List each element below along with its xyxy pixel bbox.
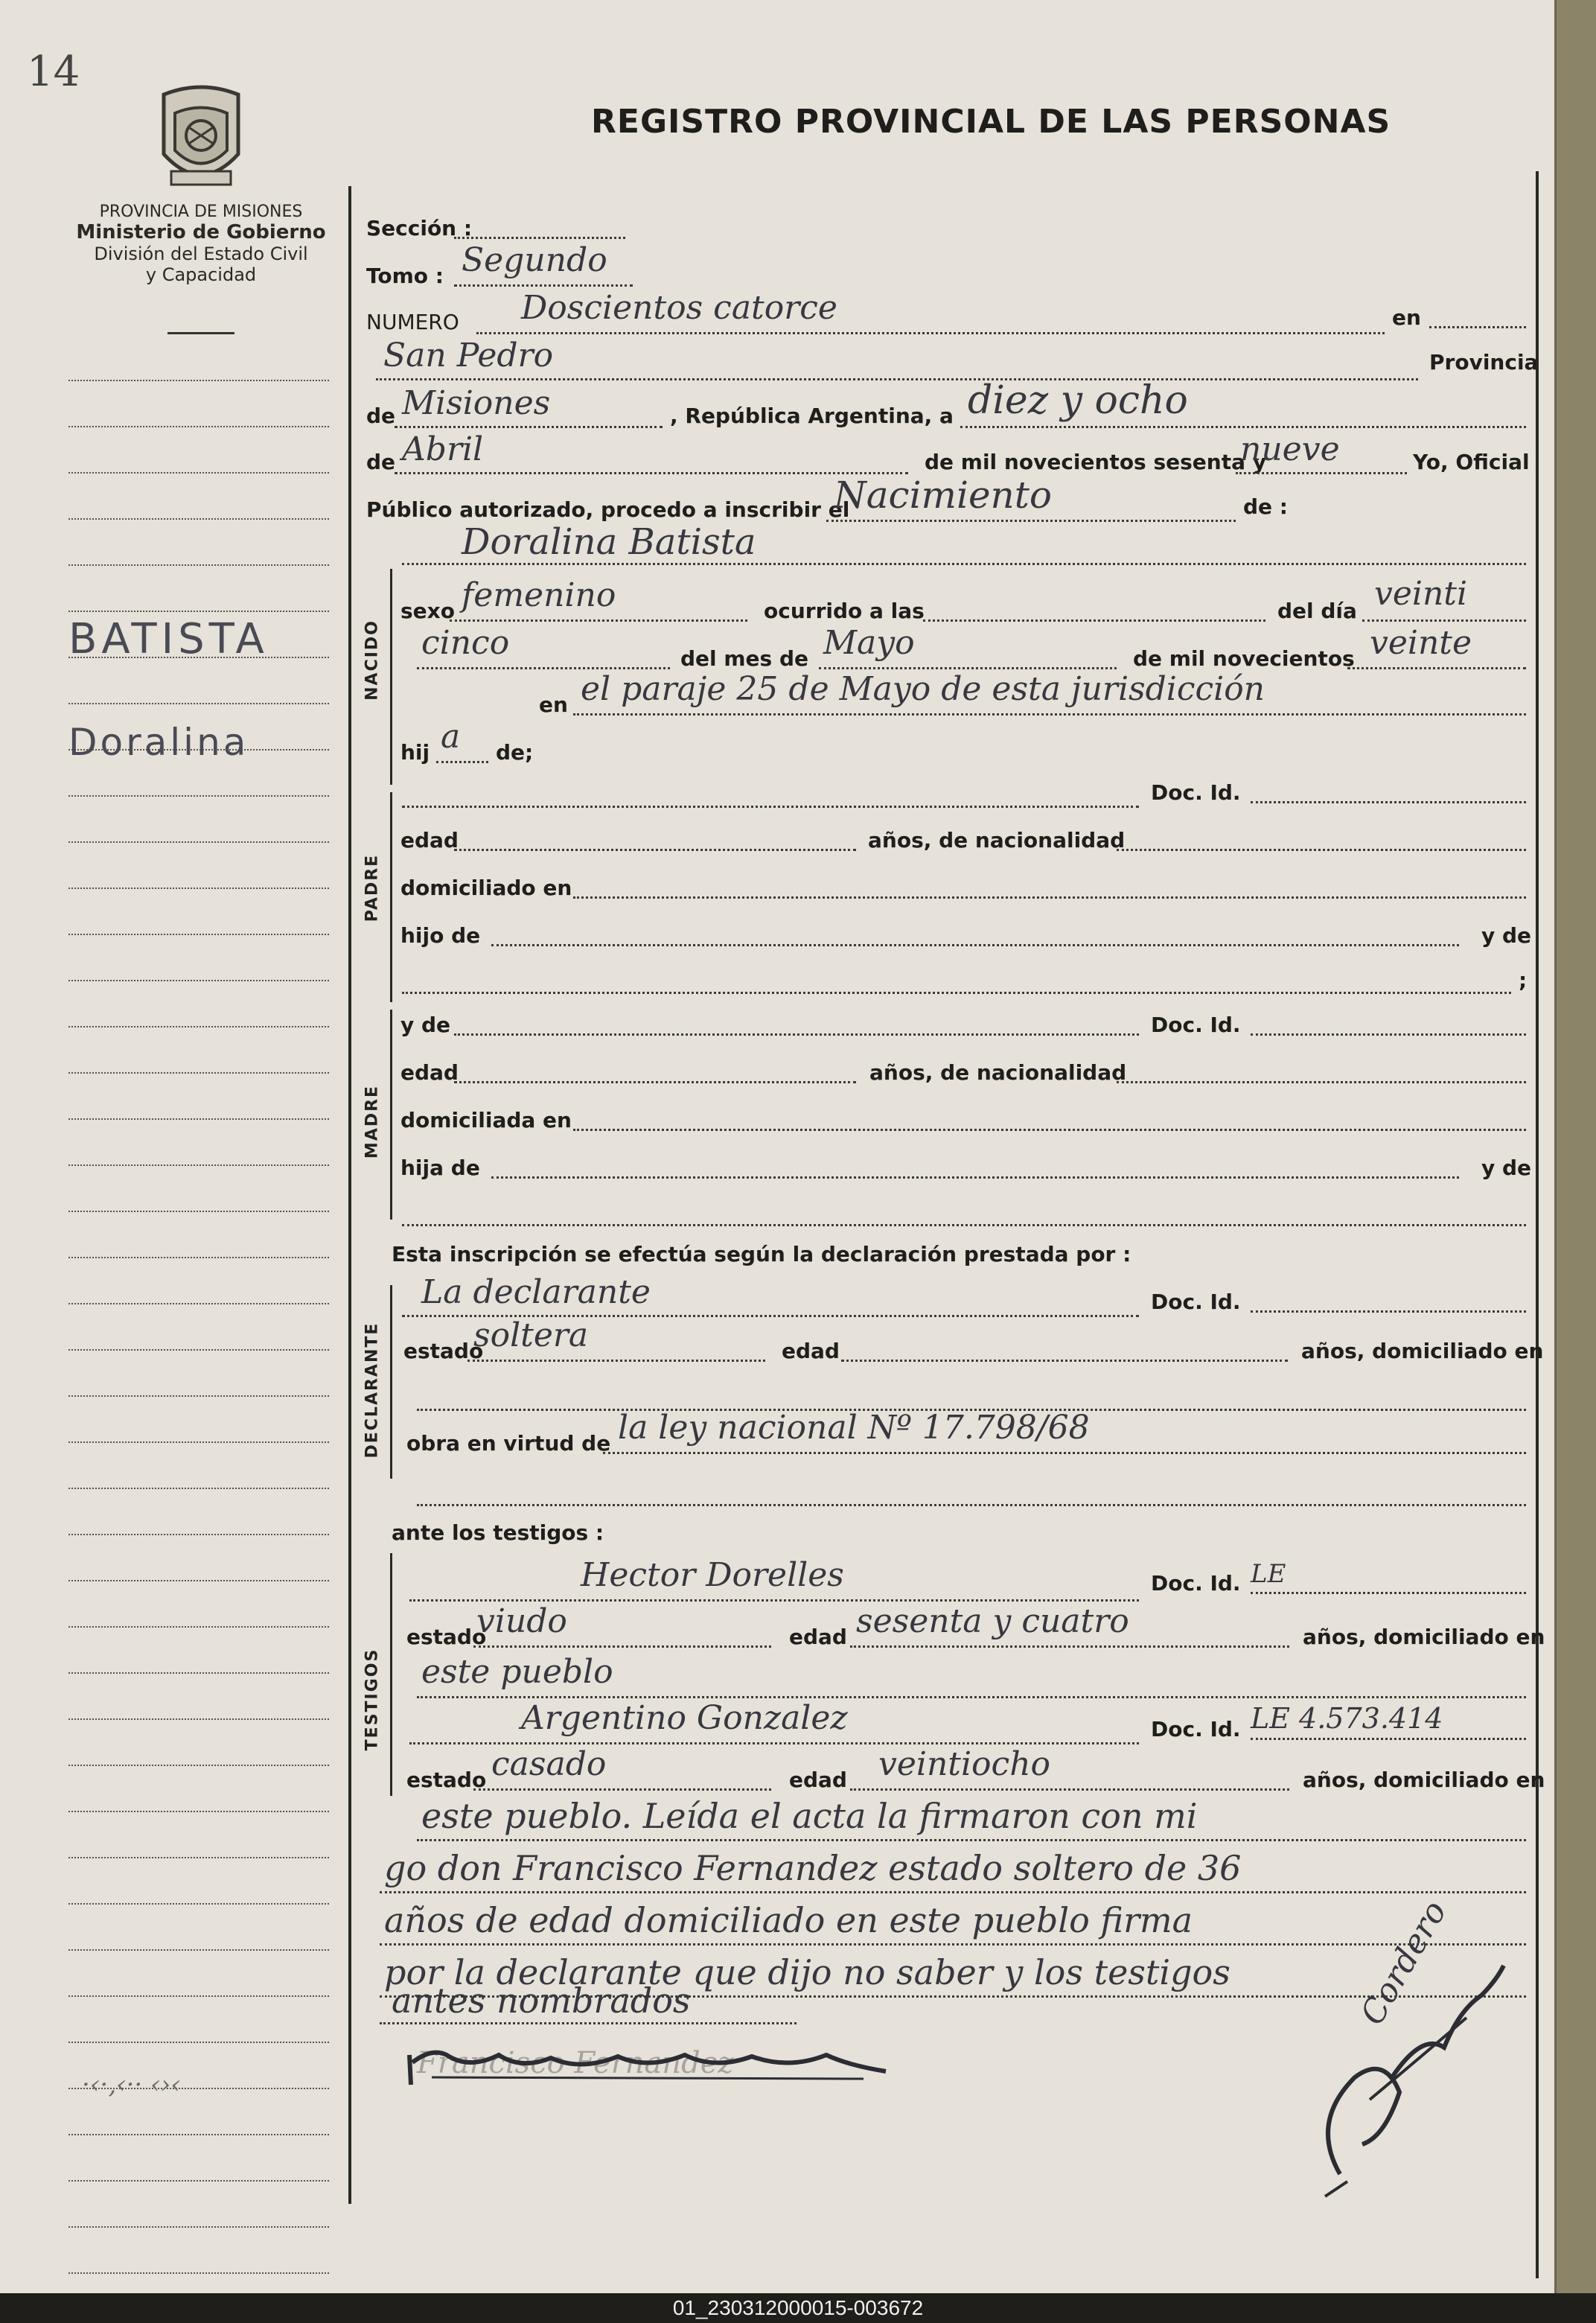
- madre-nombre-line: [454, 1033, 1139, 1036]
- field-sexo: femenino: [462, 576, 616, 614]
- label-madre-domicilio: domiciliada en: [400, 1108, 572, 1132]
- testigo2-line: [409, 1742, 1139, 1744]
- madre-hija-de-line: [491, 1176, 1459, 1179]
- obra-continuacion-line: [417, 1504, 1526, 1506]
- label-testigo1-edad: edad: [789, 1625, 847, 1649]
- field-fecha-mes: Abril: [402, 430, 484, 468]
- padre-nacionalidad-line: [1117, 849, 1526, 851]
- label-padre-edad: edad: [400, 828, 459, 853]
- field-hij-suffix: a: [441, 718, 461, 756]
- margin-ruled-line: [68, 2134, 329, 2135]
- label-de-1: de: [366, 404, 396, 428]
- main-right-border: [1536, 171, 1539, 2278]
- declarante-edad-line: [841, 1360, 1288, 1362]
- margin-ruled-line: [68, 1118, 329, 1120]
- madre-bracket: [390, 1010, 392, 1220]
- label-publico: Público autorizado, procedo a inscribir el: [366, 497, 850, 522]
- field-cierre-1: este pueblo. Leída el acta la firmaron con mi: [421, 1796, 1198, 1836]
- signature-oficial-name: Cordero: [1353, 1894, 1455, 2032]
- margin-ruled-line: [68, 795, 329, 797]
- testigo2-estado-line: [473, 1788, 771, 1791]
- madre-domicilio-line: [573, 1129, 1526, 1131]
- label-testigo2-estado: estado: [406, 1768, 487, 1792]
- field-cierre-5: antes nombrados: [392, 1981, 691, 2021]
- seccion-line: [454, 237, 625, 239]
- declarante-bracket: [390, 1285, 392, 1479]
- field-acto: Nacimiento: [834, 474, 1052, 517]
- testigo1-estado-line: [473, 1645, 771, 1648]
- margin-ruled-line: [68, 1395, 329, 1397]
- margin-given-name: Doralina: [68, 721, 249, 764]
- label-testigo1-estado: estado: [406, 1625, 487, 1649]
- margin-ruled-line: [68, 1949, 329, 1951]
- nombre-line: [402, 563, 1526, 565]
- field-testigo2-edad: veintiocho: [878, 1745, 1051, 1783]
- ministry-line-ministry: Ministerio de Gobierno: [76, 221, 326, 243]
- margin-scribble: ·‹·‚‹·· ‹›‹: [82, 2070, 181, 2100]
- section-label-testigos: TESTIGOS: [363, 1648, 382, 1751]
- testigo1-edad-line: [850, 1645, 1289, 1648]
- margin-ruled-line: [68, 1811, 329, 1812]
- field-localidad: San Pedro: [383, 337, 554, 375]
- margin-ruled-line: [68, 518, 329, 520]
- section-label-declarante: DECLARANTE: [363, 1322, 382, 1459]
- label-testigo2-doc-id: Doc. Id.: [1151, 1717, 1241, 1742]
- label-padre-hijo-de: hijo de: [400, 923, 481, 948]
- fecha-anio-line: [1236, 472, 1407, 474]
- sexo-line: [450, 619, 747, 622]
- label-madre-nacionalidad: años, de nacionalidad: [869, 1060, 1127, 1085]
- book-spine: [1554, 0, 1596, 2293]
- field-nombre: Doralina Batista: [462, 521, 756, 563]
- padre-doc-line: [1251, 801, 1526, 803]
- numero-line: [476, 332, 1385, 334]
- localidad-line: [376, 378, 1418, 380]
- field-lugar: el paraje 25 de Mayo de esta jurisdicción: [581, 670, 1265, 708]
- label-sexo: sexo: [400, 599, 455, 623]
- padre-abuela-line: [402, 992, 1511, 994]
- margin-ruled-line: [68, 841, 329, 843]
- dia-b-line: [417, 667, 670, 669]
- nacido-bracket: [390, 569, 392, 785]
- ministry-line-province: PROVINCIA DE MISIONES: [99, 203, 303, 221]
- signature-left-name: Francisco Fernandez: [417, 2046, 734, 2080]
- label-yo-oficial: Yo, Oficial: [1413, 450, 1530, 474]
- margin-ruled-line: [68, 1026, 329, 1027]
- fecha-dia-line: [960, 426, 1526, 428]
- field-obra-virtud: la ley nacional Nº 17.798/68: [618, 1409, 1090, 1447]
- label-hij: hij: [400, 740, 430, 765]
- hij-line: [436, 761, 488, 763]
- dia-line: [1362, 619, 1526, 622]
- anio-line: [1347, 667, 1526, 669]
- label-padre-domicilio: domiciliado en: [400, 876, 572, 900]
- madre-abuela-line: [402, 1224, 1526, 1226]
- label-testigo1-anos-domiciliado: años, domiciliado en: [1303, 1625, 1545, 1649]
- field-dia-b: cinco: [421, 624, 510, 662]
- margin-ruled-line: [68, 1672, 329, 1674]
- ministry-divider: [167, 332, 234, 334]
- margin-ruled-line: [68, 1349, 329, 1351]
- field-fecha-anio: nueve: [1240, 430, 1340, 468]
- label-de-2: de: [366, 450, 396, 474]
- margin-ruled-line: [68, 2042, 329, 2043]
- lugar-line: [573, 713, 1526, 716]
- madre-nacionalidad-line: [1117, 1081, 1526, 1083]
- acto-line: [826, 520, 1236, 522]
- field-fecha-dia: diez y ocho: [968, 378, 1188, 423]
- margin-ruled-line: [68, 1995, 329, 1997]
- provincia-line: [395, 426, 663, 428]
- main-left-border: [348, 186, 351, 2204]
- provincial-seal: [149, 83, 253, 195]
- field-cierre-4: por la declarante que dijo no saber y los testigos: [384, 1952, 1230, 1992]
- cierre-line-1: [417, 1839, 1526, 1841]
- label-semicolon: ;: [1519, 968, 1528, 992]
- madre-doc-line: [1251, 1033, 1526, 1036]
- margin-ruled-line: [68, 1441, 329, 1443]
- section-label-padre: PADRE: [363, 853, 382, 922]
- label-numero: NUMERO: [366, 310, 459, 334]
- margin-ruled-line: [68, 1626, 329, 1628]
- testigo1-line: [409, 1599, 1139, 1602]
- field-tomo: Segundo: [462, 241, 607, 279]
- label-ocurrido: ocurrido a las: [764, 599, 925, 623]
- margin-ruled-line: [68, 703, 329, 704]
- label-republica: , República Argentina, a: [670, 404, 954, 428]
- label-de-mil-sesenta: de mil novecientos sesenta y: [925, 450, 1266, 474]
- fecha-mes-line: [395, 472, 908, 474]
- tomo-line: [454, 284, 633, 287]
- page-title: REGISTRO PROVINCIAL DE LAS PERSONAS: [591, 103, 1391, 141]
- padre-hijo-de-line: [491, 944, 1459, 946]
- madre-edad-line: [454, 1081, 856, 1083]
- field-testigo2-estado: casado: [491, 1745, 607, 1783]
- field-testigo1-doc: LE: [1251, 1559, 1286, 1589]
- label-madre-hija-de: hija de: [400, 1156, 480, 1180]
- margin-ruled-line: [68, 1164, 329, 1166]
- ministry-line-capacity: y Capacidad: [145, 264, 257, 285]
- margin-ruled-line: [68, 1488, 329, 1489]
- label-testigo1-doc-id: Doc. Id.: [1151, 1571, 1241, 1596]
- margin-ruled-line: [68, 888, 329, 889]
- margin-ruled-line: [68, 564, 329, 566]
- padre-edad-line: [454, 849, 856, 851]
- label-en: en: [1392, 305, 1421, 330]
- margin-ruled-line: [68, 1072, 329, 1074]
- scan-footer: 01_230312000015-003672: [0, 2293, 1596, 2323]
- field-provincia: Misiones: [402, 384, 551, 422]
- page-number: 14: [27, 48, 80, 96]
- margin-ruled-line: [68, 472, 329, 474]
- field-testigo1-edad: sesenta y cuatro: [856, 1602, 1129, 1640]
- margin-surname: BATISTA: [68, 615, 269, 663]
- label-padre-nacionalidad: años, de nacionalidad: [868, 828, 1126, 853]
- margin-ruled-line: [68, 2272, 329, 2274]
- margin-ruled-line: [68, 1580, 329, 1581]
- declarante-doc-line: [1251, 1310, 1526, 1313]
- field-anio: veinte: [1370, 624, 1472, 662]
- padre-bracket: [390, 792, 392, 1002]
- label-testigo2-anos-domiciliado: años, domiciliado en: [1303, 1768, 1545, 1792]
- field-mes: Mayo: [823, 624, 915, 662]
- label-testigo2-edad: edad: [789, 1768, 847, 1792]
- margin-ruled-line: [68, 1765, 329, 1766]
- cierre-line-3: [380, 1943, 1526, 1946]
- margin-ruled-line: [68, 1534, 329, 1535]
- cierre-line-5: [380, 2022, 797, 2024]
- field-testigo1-domicilio: este pueblo: [421, 1653, 613, 1691]
- field-numero: Doscientos catorce: [521, 289, 837, 327]
- testigo2-edad-line: [850, 1788, 1289, 1791]
- margin-ruled-line: [68, 1903, 329, 1905]
- field-testigo1-estado: viudo: [476, 1602, 567, 1640]
- testigo1-domicilio-line: [417, 1696, 1526, 1698]
- label-seccion: Sección :: [366, 216, 473, 240]
- label-de-semi: de;: [496, 740, 534, 765]
- label-del-dia: del día: [1277, 599, 1357, 623]
- section-label-madre: MADRE: [363, 1084, 382, 1159]
- declarante-estado-line: [467, 1360, 765, 1362]
- en-line: [1429, 326, 1526, 328]
- label-padre-doc-id: Doc. Id.: [1151, 780, 1241, 805]
- margin-ruled-line: [68, 426, 329, 427]
- padre-domicilio-line: [573, 896, 1526, 899]
- label-declaracion: Esta inscripción se efectúa según la declaración prestada por :: [392, 1242, 1131, 1266]
- testigos-bracket: [390, 1553, 392, 1796]
- label-provincia: Provincia: [1429, 350, 1539, 375]
- label-declarante-edad: edad: [782, 1339, 840, 1363]
- margin-ruled-line: [68, 980, 329, 981]
- field-dia-a: veinti: [1374, 575, 1468, 613]
- label-obra: obra en virtud de: [406, 1431, 611, 1456]
- label-de-colon: de :: [1243, 494, 1288, 519]
- margin-ruled-line: [68, 934, 329, 935]
- label-en-lugar: en: [539, 692, 568, 717]
- section-label-nacido: NACIDO: [363, 619, 382, 701]
- margin-ruled-line: [68, 1857, 329, 1858]
- field-testigo2-doc: LE 4.573.414: [1251, 1702, 1443, 1735]
- margin-ruled-line: [68, 1718, 329, 1720]
- margin-ruled-line: [68, 1211, 329, 1212]
- mes-line: [819, 667, 1117, 669]
- margin-ruled-line: [68, 2180, 329, 2182]
- testigo1-doc-line: [1251, 1592, 1526, 1594]
- testigo2-doc-line: [1251, 1738, 1526, 1740]
- label-declarante-doc-id: Doc. Id.: [1151, 1290, 1241, 1314]
- ministry-block: [45, 203, 357, 285]
- field-cierre-3: años de edad domiciliado en este pueblo firma: [384, 1900, 1193, 1940]
- hora-line: [923, 619, 1265, 622]
- margin-ruled-line: [68, 611, 329, 612]
- field-declarante: La declarante: [421, 1273, 651, 1311]
- field-declarante-estado: soltera: [473, 1316, 589, 1354]
- label-declarante-anos-domiciliado: años, domiciliado en: [1301, 1339, 1544, 1363]
- label-madre-edad: edad: [400, 1060, 459, 1085]
- label-del-mes: del mes de: [680, 646, 808, 671]
- label-ante-testigos: ante los testigos :: [392, 1520, 604, 1545]
- label-de-mil-novecientos: de mil novecientos: [1133, 646, 1355, 671]
- label-padre-y-de: y de: [1481, 923, 1532, 948]
- field-testigo2-nombre: Argentino Gonzalez: [521, 1699, 848, 1737]
- margin-ruled-line: [68, 2226, 329, 2228]
- label-tomo: Tomo :: [366, 264, 444, 288]
- cierre-line-2: [380, 1891, 1526, 1893]
- margin-ruled-line: [68, 1303, 329, 1304]
- margin-ruled-line: [68, 1257, 329, 1258]
- field-testigo1-nombre: Hector Dorelles: [581, 1556, 844, 1594]
- label-madre-y-de-2: y de: [1481, 1156, 1532, 1180]
- label-madre-y-de: y de: [400, 1013, 451, 1037]
- padre-nombre-line: [402, 806, 1139, 808]
- margin-ruled-line: [68, 380, 329, 381]
- label-declarante-estado: estado: [403, 1339, 484, 1363]
- ministry-line-division: División del Estado Civil: [94, 243, 308, 264]
- label-madre-doc-id: Doc. Id.: [1151, 1013, 1241, 1037]
- field-cierre-2: go don Francisco Fernandez estado soltero de 36: [384, 1848, 1242, 1888]
- obra-line: [603, 1452, 1526, 1454]
